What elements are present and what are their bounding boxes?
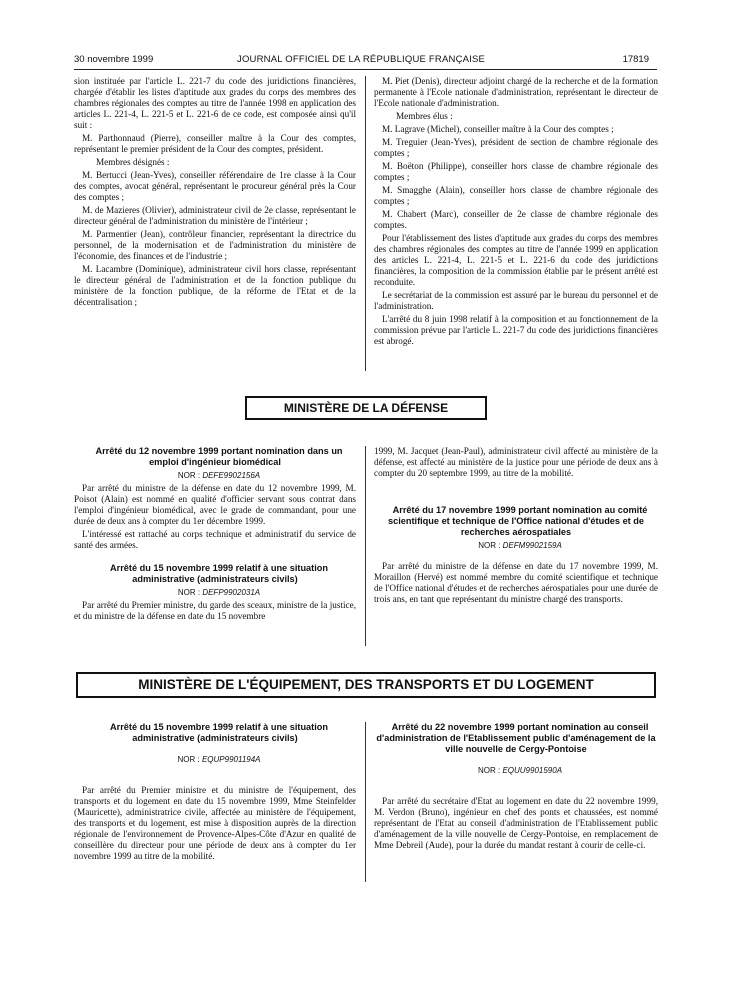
paragraph: M. Treguier (Jean-Yves), président de section de chambre régionale des comptes ;	[374, 137, 658, 158]
paragraph: Par arrêté du Premier ministre et du ministre de l'équipement, des transports et du logement en date du 15 novembre 1999, Mme Steinfelder (Mauricette), administratrice civile, affectée au ministère de l'équipement, des transports et du logement, est mise à disposition auprès de la direction régionale de l'environnement de Provence-Alpes-Côte d'Azur en qualité de conseillère du directeur pour une période de deux ans à compter du 1er novembre 1999 au titre de la mobilité.	[74, 785, 356, 861]
paragraph: M. Parmentier (Jean), contrôleur financier, représentant la directrice du personnel, de la modernisation et de l'administration du ministère de l'économie, des finances et de l'industrie ;	[74, 229, 356, 261]
paragraph: L'intéressé est rattaché au corps technique et administratif du service de santé des armées.	[74, 529, 356, 550]
defense-right-column	[374, 446, 658, 607]
equipement-right-column	[374, 722, 658, 853]
paragraph: M. Piet (Denis), directeur adjoint chargé de la recherche et de la formation permanente à l'Ecole nationale d'administration, représentant le directeur de l'Ecole nationale d'administration.	[374, 76, 658, 108]
ministry-defense-heading: MINISTÈRE DE LA DÉFENSE	[245, 396, 487, 420]
paragraph: Par arrêté du secrétaire d'Etat au logement en date du 22 novembre 1999, M. Verdon (Bruno), ingénieur en chef des ponts et chaussées, est nommé représentant de l'Etat au conseil d'administration de l'Etablissement public d'aménagement de la ville nouvelle de Cergy-Pontoise, en remplacement de Mme Debreil (Aude), pour la durée du mandat restant à courir de celle-ci.	[374, 796, 658, 850]
paragraph: Par arrêté du ministre de la défense en date du 17 novembre 1999, M. Moraillon (Hervé) est nommé membre du comité scientifique et technique de l'Office national d'études et de recherches aérospatiales pour une durée de trois ans, en tant que représentant du ministre chargé des transports.	[374, 561, 658, 604]
header-date: 30 novembre 1999	[74, 54, 154, 65]
defense-left-column	[74, 446, 356, 624]
column-divider	[365, 76, 366, 371]
decree-title: Arrêté du 15 novembre 1999 relatif à une situation administrative (administrateurs civils)	[109, 722, 329, 743]
top-right-column	[374, 76, 658, 349]
equipement-left-column	[74, 722, 356, 864]
header-page-number: 17819	[622, 54, 649, 65]
paragraph: Par arrêté du ministre de la défense en date du 12 novembre 1999, M. Poisot (Alain) est nommé en qualité d'officier servant sous contrat dans l'emploi d'ingénieur biomédical, avec le grade de commandant, pour une durée de deux ans à compter du 1er décembre 1999.	[74, 483, 356, 526]
paragraph: Par arrêté du Premier ministre, du garde des sceaux, ministre de la justice, et du ministre de la défense en date du 15 novembre	[74, 600, 356, 621]
header-journal-title: JOURNAL OFFICIEL DE LA RÉPUBLIQUE FRANÇAISE	[237, 54, 486, 65]
decree-title: Arrêté du 17 novembre 1999 portant nomination au comité scientifique et technique de l'Office national d'études et de recherches aérospatiales	[387, 505, 648, 537]
decree-title: Arrêté du 12 novembre 1999 portant nomination dans un emploi d'ingénieur biomédical	[95, 446, 343, 467]
paragraph: M. de Mazieres (Olivier), administrateur civil de 2e classe, représentant le directeur général de l'administration du ministère de l'intérieur ;	[74, 205, 356, 226]
paragraph: Membres désignés :	[96, 157, 170, 167]
paragraph: 1999, M. Jacquet (Jean-Paul), administrateur civil affecté au ministère de la défense, est affecté au ministère de la justice pour une période de deux ans à compter du 20 septembre 1999, au titre de la mobilité.	[374, 446, 658, 478]
paragraph: M. Lagrave (Michel), conseiller maître à la Cour des comptes ;	[382, 124, 614, 134]
paragraph: M. Parthonnaud (Pierre), conseiller maître à la Cour des comptes, représentant le premier président de la Cour des comptes, président.	[74, 133, 356, 154]
paragraph: Membres élus :	[396, 111, 453, 121]
paragraph: M. Chabert (Marc), conseiller de 2e classe de chambre régionale des comptes.	[374, 209, 658, 230]
paragraph: M. Bertucci (Jean-Yves), conseiller référendaire de 1re classe à la Cour des comptes, avocat général, représentant le procureur général près la Cour des comptes ;	[74, 170, 356, 202]
paragraph: M. Lacambre (Dominique), administrateur civil hors classe, représentant le directeur général de l'administration et de la fonction publique du ministère de la fonction publique, de la réforme de l'Etat et de la décentralisation ;	[74, 264, 356, 307]
top-left-column	[74, 76, 356, 310]
ministry-equipement-heading: MINISTÈRE DE L'ÉQUIPEMENT, DES TRANSPORTS ET DU LOGEMENT	[76, 672, 656, 698]
column-divider	[365, 722, 366, 882]
paragraph: M. Smagghe (Alain), conseiller hors classe de chambre régionale des comptes ;	[374, 185, 658, 206]
nor-reference: NOR : DEFE9902156A	[177, 471, 261, 480]
nor-reference: NOR : EQUU9901590A	[477, 766, 563, 775]
nor-reference: NOR : DEFM9902159A	[478, 541, 562, 550]
nor-reference: NOR : EQUP9901194A	[177, 755, 261, 764]
decree-title: Arrêté du 15 novembre 1999 relatif à une situation administrative (administrateurs civils)	[109, 563, 329, 584]
paragraph: sion instituée par l'article L. 221-7 du code des juridictions financières, chargée d'établir les listes d'aptitude aux grades du corps des membres des chambres régionales des comptes au titre de l'année 1998 en application des articles L. 221-4, L. 221-5 et L. 221-6 de ce code, est composée ainsi qu'il suit :	[74, 76, 356, 130]
paragraph: Pour l'établissement des listes d'aptitude aux grades du corps des membres des chambres régionales des comptes au titre de l'année 1999 en application des articles L. 221-4, L. 221-5 et L. 221-6 du code des juridictions financières, la composition de la commission établie par le présent arrêté est reconduite.	[374, 233, 658, 287]
nor-reference: NOR : DEFP9902031A	[177, 588, 261, 597]
column-divider	[365, 446, 366, 646]
header-rule	[74, 69, 657, 70]
paragraph: M. Boëton (Philippe), conseiller hors classe de chambre régionale des comptes ;	[374, 161, 658, 182]
paragraph: L'arrêté du 8 juin 1998 relatif à la composition et au fonctionnement de la commission prévue par l'article L. 221-7 du code des juridictions financières est abrogé.	[374, 314, 658, 346]
paragraph: Le secrétariat de la commission est assuré par le bureau du personnel et de l'administration.	[374, 290, 658, 311]
page-header	[0, 54, 731, 68]
decree-title: Arrêté du 22 novembre 1999 portant nomination au conseil d'administration de l'Etablissement public d'aménagement de la ville nouvelle de Cergy-Pontoise	[376, 722, 656, 754]
